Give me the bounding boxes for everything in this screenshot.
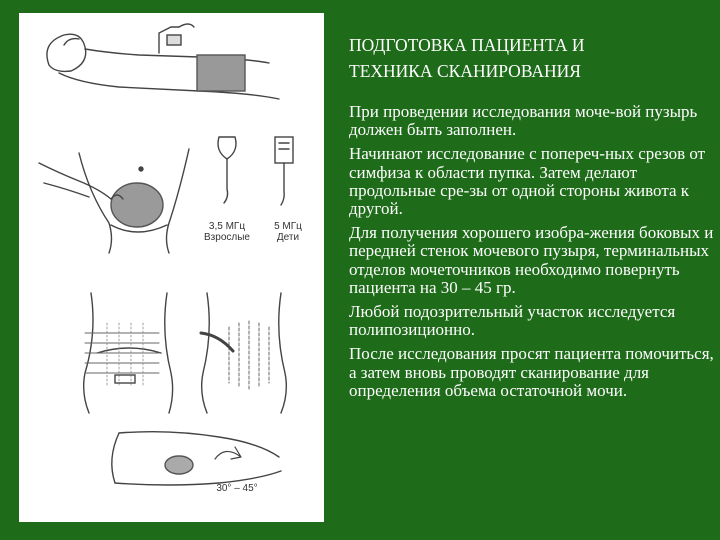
paragraph: После исследования просят пациента помочиться, а затем вновь проводят сканирование для определения объема остаточной мочи.: [349, 344, 714, 400]
lying-patient-drawing: [47, 24, 279, 99]
caption-child-label: Дети: [276, 232, 300, 243]
paragraph: Для получения хорошего изобра-жения боковых и передней стенок мочевого пузыря, терминальных отделов мочеточников необходимо повернуть пациента на 30 – 45 гр.: [349, 223, 714, 297]
caption-angle: 30° – 45°: [216, 483, 258, 494]
transverse-scan-drawing: [84, 293, 173, 413]
longitudinal-scan-drawing: [201, 293, 286, 413]
illustration-panel: [19, 13, 324, 522]
caption-adult-frequency: 3,5 МГц: [208, 221, 246, 232]
paragraph: При проведении исследования моче-вой пузырь должен быть заполнен.: [349, 102, 698, 140]
text-panel: [349, 32, 715, 406]
title-line-2: ТЕХНИКА СКАНИРОВАНИЯ: [349, 61, 581, 81]
caption-child: [263, 221, 313, 243]
page-title: [349, 32, 715, 84]
title-line-1: ПОДГОТОВКА ПАЦИЕНТА И: [349, 35, 585, 55]
paragraph: Любой подозрительный участок исследуется полипозиционно.: [349, 302, 676, 340]
paragraph: Начинают исследование с попереч-ных срезов от симфиза к области пупка. Затем делают продольные сре-зы от одной стороны живота к другой.: [349, 144, 706, 219]
caption-adult: [197, 221, 257, 243]
abdomen-probe-drawing: [39, 149, 189, 253]
scanning-technique-drawings: [19, 13, 324, 522]
ultrasound-probes: [218, 137, 293, 205]
caption-adult-label: Взрослые: [204, 232, 250, 243]
caption-child-frequency: 5 МГц: [274, 221, 302, 232]
turned-patient-drawing: [112, 432, 281, 485]
